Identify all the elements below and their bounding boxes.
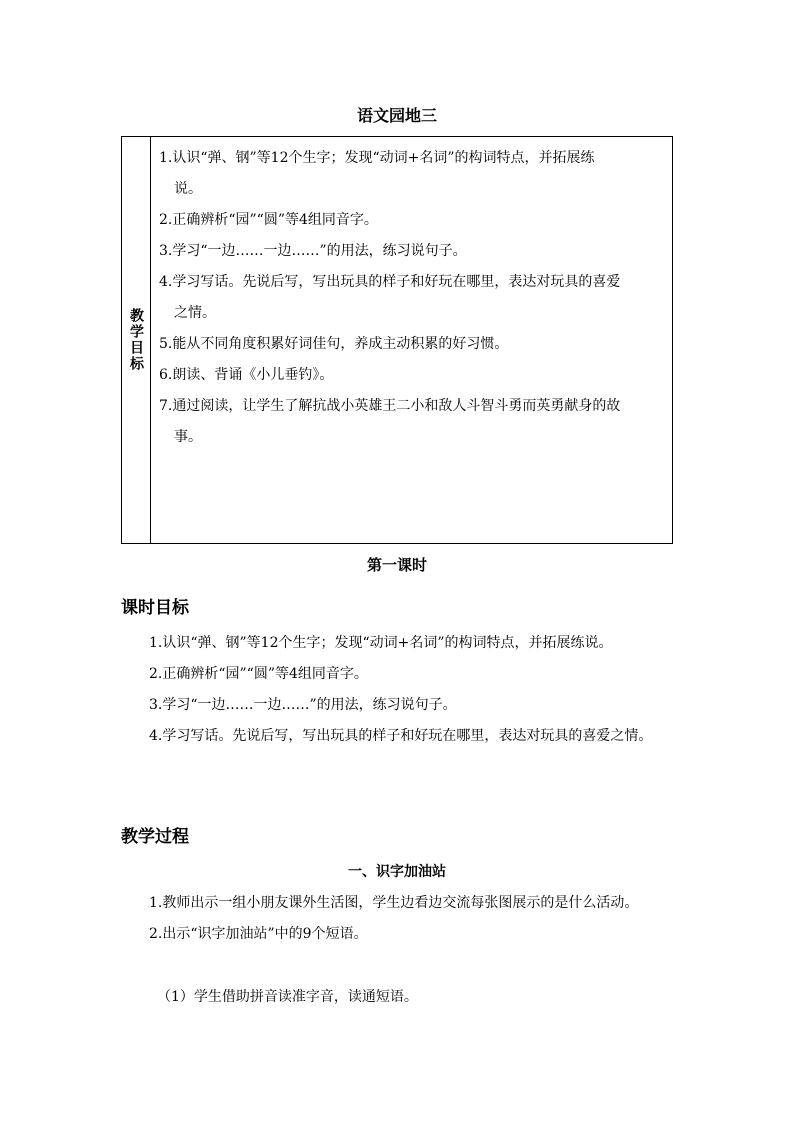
goals-table-line: 6.朗读、背诵《小儿垂钓》。 (159, 367, 334, 383)
lesson-goal-item: 2.正确辨析“园”“圆”等4组同音字。 (149, 666, 368, 682)
process-list (121, 888, 673, 950)
goals-table-line: 2.正确辨析“园”“圆”等4组同音字。 (159, 212, 378, 228)
goals-table-label-cell (122, 137, 151, 543)
goals-table-line: 事。 (174, 429, 202, 445)
goals-table-line: 之情。 (174, 305, 216, 321)
goals-table-line: 7.通过阅读，让学生了解抗战小英雄王二小和敌人斗智斗勇而英勇献身的故 (159, 398, 621, 414)
goals-table-line: 5.能从不同角度积累好词佳句，养成主动积累的好习惯。 (159, 336, 509, 352)
lesson-goal-item: 3.学习“一边……一边……”的用法，练习说句子。 (149, 697, 457, 713)
process-subheading: 一、识字加油站 (348, 864, 446, 880)
lesson-goals-list (121, 628, 673, 752)
goals-table-line: 说。 (174, 181, 202, 197)
process-item: 1.教师出示一组小朋友课外生活图，学生边看边交流每张图展示的是什么活动。 (149, 895, 639, 911)
lesson-goal-item: 1.认识“弹、钢”等12个生字；发现“动词+名词”的构词特点，并拓展练说。 (149, 635, 613, 651)
process-item: 2.出示“识字加油站”中的9个短语。 (149, 926, 368, 942)
lesson-goal-item: 4.学习写话。先说后写，写出玩具的样子和好玩在哪里，表达对玩具的喜爱之情。 (149, 728, 653, 744)
process-subitem-block (121, 982, 673, 1013)
goals-table-content (159, 143, 666, 453)
section-title: 第一课时 (366, 556, 427, 574)
lesson-goals-heading: 课时目标 (121, 598, 189, 618)
goals-table-line: 3.学习“一边……一边……”的用法，练习说句子。 (159, 243, 467, 259)
goals-table-line: 4.学习写话。先说后写，写出玩具的样子和好玩在哪里，表达对玩具的喜爱 (159, 274, 621, 290)
goals-table-line: 1.认识“弹、钢”等12个生字；发现“动词+名词”的构词特点，并拓展练 (159, 150, 595, 166)
process-subitem: （1）学生借助拼音读准字音，读通短语。 (157, 989, 418, 1005)
document-title: 语文园地三 (356, 106, 437, 125)
goals-table-label: 教学目标 (128, 308, 144, 372)
process-heading: 教学过程 (121, 827, 189, 847)
teaching-goals-table (121, 136, 673, 544)
